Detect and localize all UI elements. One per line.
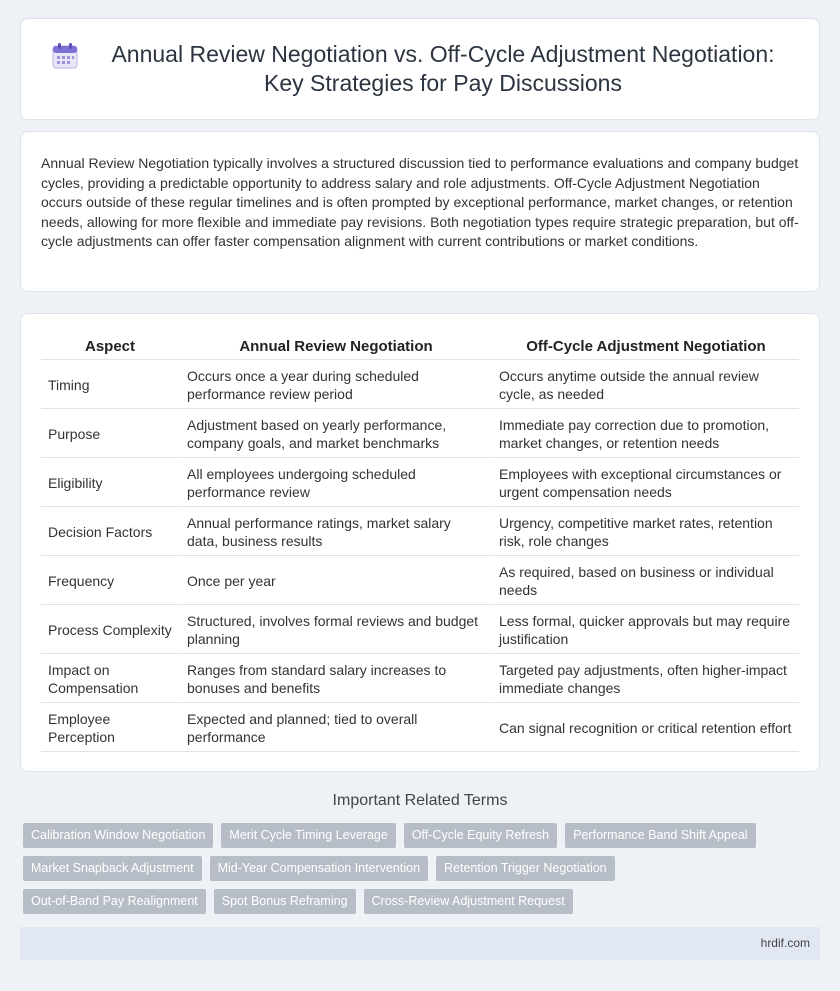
column-header: Aspect [41,332,179,360]
related-terms-list [23,823,803,914]
comparison-table-card [20,313,820,772]
table-row [41,703,799,752]
annual-review-cell: Expected and planned; tied to overall performance [179,703,491,752]
column-header: Annual Review Negotiation [179,332,491,360]
off-cycle-cell: Occurs anytime outside the annual review cycle, as needed [491,360,799,409]
aspect-cell: Employee Perception [41,703,179,752]
annual-review-cell: Adjustment based on yearly performance, company goals, and market benchmarks [179,409,491,458]
comparison-table [41,332,799,752]
aspect-cell: Frequency [41,556,179,605]
related-term-tag[interactable]: Out-of-Band Pay Realignment [23,889,206,914]
related-term-tag[interactable]: Off-Cycle Equity Refresh [404,823,557,848]
related-term-tag[interactable]: Spot Bonus Reframing [214,889,356,914]
table-header-row [41,332,799,360]
related-term-tag[interactable]: Merit Cycle Timing Leverage [221,823,395,848]
annual-review-cell: All employees undergoing scheduled performance review [179,458,491,507]
table-row [41,458,799,507]
table-row [41,360,799,409]
aspect-cell: Purpose [41,409,179,458]
off-cycle-cell: Urgency, competitive market rates, retention risk, role changes [491,507,799,556]
column-header: Off-Cycle Adjustment Negotiation [491,332,799,360]
calendar-icon [51,42,79,70]
table-row [41,507,799,556]
related-term-tag[interactable]: Cross-Review Adjustment Request [364,889,573,914]
related-terms-title: Important Related Terms [332,792,508,809]
annual-review-cell: Ranges from standard salary increases to bonuses and benefits [179,654,491,703]
related-term-tag[interactable]: Market Snapback Adjustment [23,856,202,881]
aspect-cell: Eligibility [41,458,179,507]
aspect-cell: Impact on Compensation [41,654,179,703]
related-term-tag[interactable]: Retention Trigger Negotiation [436,856,615,881]
footer [20,927,820,960]
intro-card [20,131,820,292]
intro-paragraph: Annual Review Negotiation typically involves a structured discussion tied to performance evaluations and company budget cycles, providing a predictable opportunity to address salary and role adjustments. Off-Cycle Adjustment Negotiation occurs outside of these regular timelines and is often prompted by exceptional performance, market changes, or retention needs, allowing for more flexible and immediate pay revisions. Both negotiation types require strategic preparation, but off-cycle adjustments can offer faster compensation alignment with current contributions or market conditions. [41,155,799,249]
aspect-cell: Timing [41,360,179,409]
off-cycle-cell: As required, based on business or individual needs [491,556,799,605]
annual-review-cell: Annual performance ratings, market salary data, business results [179,507,491,556]
table-row [41,409,799,458]
annual-review-cell: Occurs once a year during scheduled performance review period [179,360,491,409]
related-term-tag[interactable]: Performance Band Shift Appeal [565,823,755,848]
annual-review-cell: Structured, involves formal reviews and budget planning [179,605,491,654]
header-card [20,18,820,120]
aspect-cell: Process Complexity [41,605,179,654]
aspect-cell: Decision Factors [41,507,179,556]
off-cycle-cell: Targeted pay adjustments, often higher-impact immediate changes [491,654,799,703]
off-cycle-cell: Can signal recognition or critical retention effort [491,703,799,752]
annual-review-cell: Once per year [179,556,491,605]
off-cycle-cell: Less formal, quicker approvals but may require justification [491,605,799,654]
table-row [41,556,799,605]
table-row [41,654,799,703]
footer-site-link[interactable]: hrdif.com [760,936,810,950]
off-cycle-cell: Immediate pay correction due to promotion, market changes, or retention needs [491,409,799,458]
related-term-tag[interactable]: Calibration Window Negotiation [23,823,213,848]
off-cycle-cell: Employees with exceptional circumstances or urgent compensation needs [491,458,799,507]
related-term-tag[interactable]: Mid-Year Compensation Intervention [210,856,428,881]
table-row [41,605,799,654]
page-title: Annual Review Negotiation vs. Off-Cycle Adjustment Negotiation: Key Strategies for Pay Discussions [111,41,775,96]
